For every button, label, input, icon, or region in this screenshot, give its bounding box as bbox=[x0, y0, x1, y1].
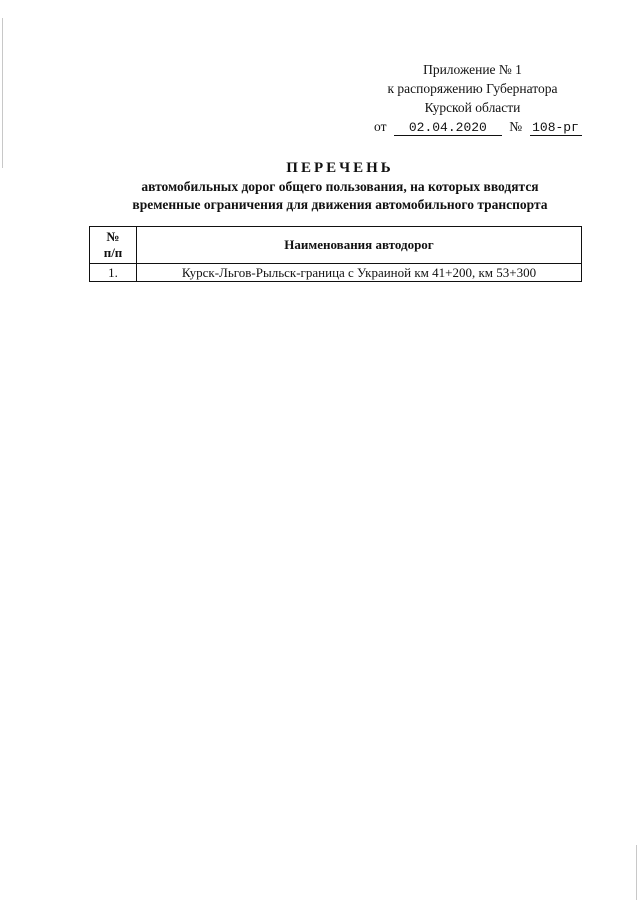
title-main: ПЕРЕЧЕНЬ bbox=[286, 160, 394, 176]
table-row bbox=[90, 264, 582, 282]
appendix-title: Приложение № 1 bbox=[423, 62, 522, 77]
from-label: от bbox=[374, 119, 387, 134]
table-header-row bbox=[90, 227, 582, 264]
row-road-name: Курск-Льгов-Рыльск-граница с Украиной км 41+200, км 53+300 bbox=[137, 264, 582, 282]
order-date: 02.04.2020 bbox=[394, 120, 502, 136]
title-subtitle-line2: временные ограничения для движения автомобильного транспорта bbox=[132, 197, 548, 212]
appendix-header bbox=[340, 60, 605, 136]
scan-edge-right bbox=[636, 845, 637, 900]
row-number: 1. bbox=[90, 264, 137, 282]
header-number bbox=[90, 227, 137, 264]
scan-edge-left bbox=[2, 18, 3, 168]
number-label: № bbox=[509, 119, 523, 134]
header-number-line1: № bbox=[106, 229, 120, 244]
header-number-line2: п/п bbox=[103, 245, 123, 260]
roads-table bbox=[89, 226, 582, 282]
appendix-region: Курской области bbox=[424, 100, 521, 115]
appendix-date-number-line bbox=[340, 117, 605, 136]
order-number: 108-рг bbox=[530, 120, 582, 136]
header-road-name: Наименования автодорог bbox=[137, 227, 582, 264]
appendix-order-reference: к распоряжению Губернатора bbox=[387, 81, 558, 96]
title-subtitle-line1: автомобильных дорог общего пользования, на которых вводятся bbox=[141, 179, 539, 194]
document-title bbox=[80, 158, 600, 214]
